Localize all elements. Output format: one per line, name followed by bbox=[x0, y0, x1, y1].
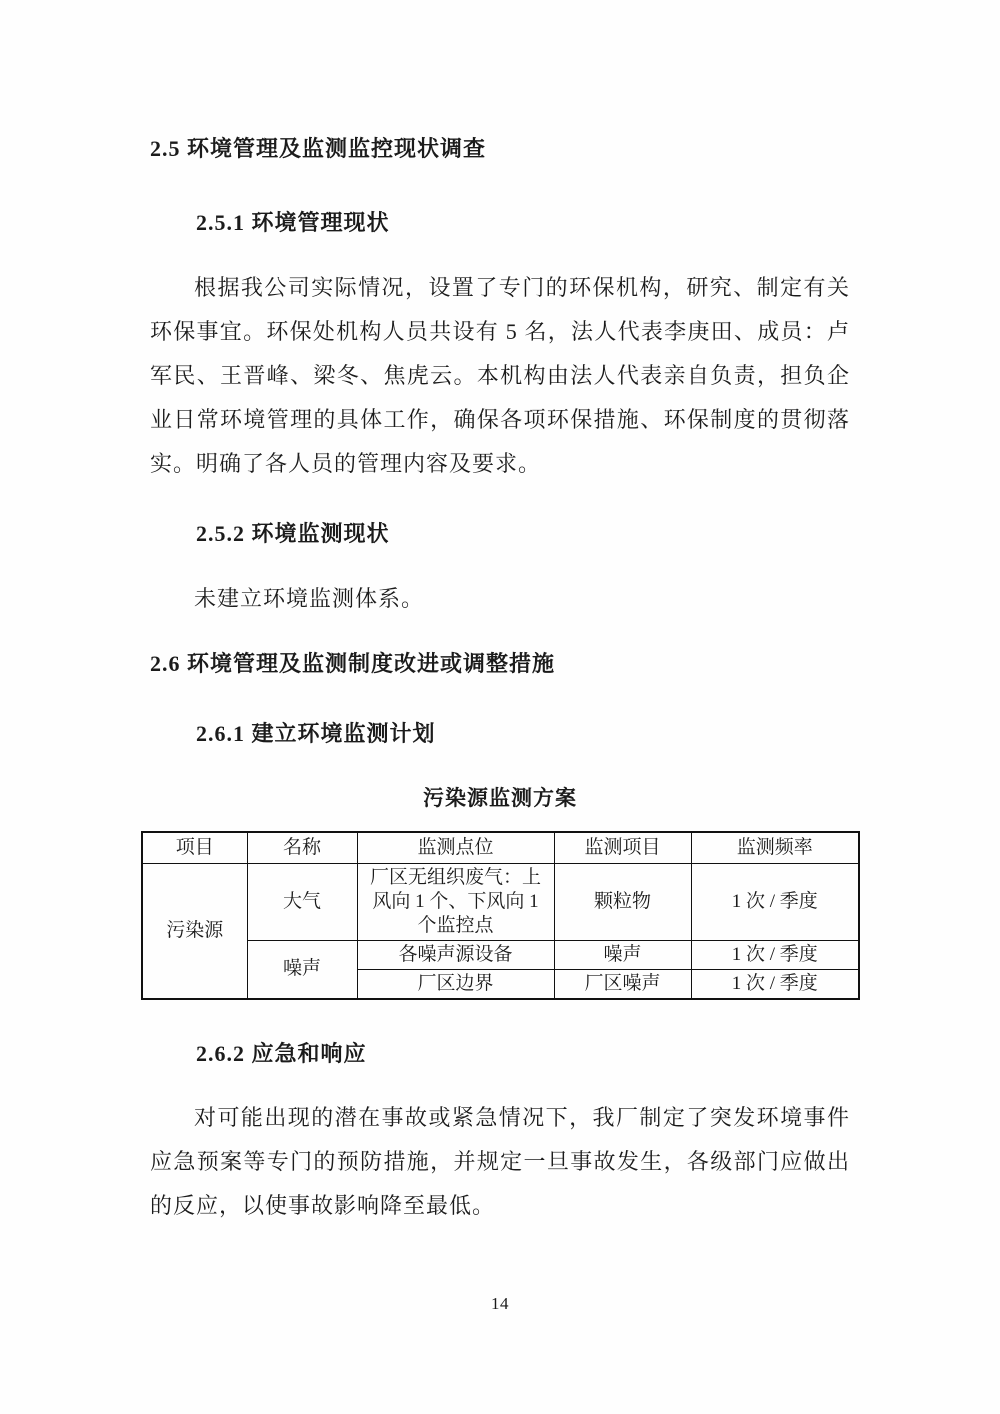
section-heading-2-6-1: 2.6.1 建立环境监测计划 bbox=[196, 721, 436, 746]
cell-frequency-boundary: 1 次 / 季度 bbox=[691, 969, 859, 999]
cell-item-particulate: 颗粒物 bbox=[554, 863, 691, 940]
section-heading-2-5: 2.5 环境管理及监测监控现状调查 bbox=[150, 136, 487, 161]
cell-project-pollution-source: 污染源 bbox=[142, 863, 247, 999]
section-heading-2-6-2: 2.6.2 应急和响应 bbox=[196, 1040, 367, 1066]
cell-item-factory-noise: 厂区噪声 bbox=[554, 969, 691, 999]
cell-name-noise: 噪声 bbox=[247, 940, 357, 999]
section-heading-2-6: 2.6 环境管理及监测制度改进或调整措施 bbox=[150, 651, 556, 676]
col-header-name: 名称 bbox=[247, 832, 357, 863]
col-header-project: 项目 bbox=[142, 832, 247, 863]
cell-frequency-noise-equipment: 1 次 / 季度 bbox=[691, 940, 859, 969]
col-header-monitoring-point: 监测点位 bbox=[357, 832, 554, 863]
section-heading-2-5-1: 2.5.1 环境管理现状 bbox=[196, 210, 390, 235]
col-header-monitoring-item: 监测项目 bbox=[554, 832, 691, 863]
paragraph-environment-management-status: 根据我公司实际情况，设置了专门的环保机构，研究、制定有关环保事宜。环保处机构人员共设有 5 名，法人代表李庚田、成员：卢军民、王晋峰、梁冬、焦虎云。本机构由法人代表亲自负责，担负企业日常环境管理的具体工作，确保各项环保措施、环保制度的贯彻落实。明确了各人员的管理内容及要求。 bbox=[150, 275, 850, 476]
table-row bbox=[142, 940, 859, 969]
table-header-row bbox=[142, 832, 859, 863]
cell-point-noise-equipment: 各噪声源设备 bbox=[357, 940, 554, 969]
page-number: 14 bbox=[491, 1294, 509, 1313]
paragraph-emergency-response: 对可能出现的潜在事故或紧急情况下，我厂制定了突发环境事件应急预案等专门的预防措施，并规定一旦事故发生，各级部门应做出的反应，以使事故影响降至最低。 bbox=[150, 1104, 850, 1218]
section-heading-2-5-2: 2.5.2 环境监测现状 bbox=[196, 521, 390, 546]
pollution-source-monitoring-table bbox=[141, 831, 860, 1000]
table-title-pollution-source-plan: 污染源监测方案 bbox=[423, 786, 577, 810]
cell-name-air: 大气 bbox=[247, 863, 357, 940]
cell-frequency-air: 1 次 / 季度 bbox=[691, 863, 859, 940]
cell-point-air: 厂区无组织废气：上风向 1 个、下风向 1 个监控点 bbox=[357, 863, 554, 940]
col-header-monitoring-frequency: 监测频率 bbox=[691, 832, 859, 863]
cell-item-noise: 噪声 bbox=[554, 940, 691, 969]
table-row bbox=[142, 863, 859, 940]
cell-point-factory-boundary: 厂区边界 bbox=[357, 969, 554, 999]
paragraph-monitoring-status: 未建立环境监测体系。 bbox=[194, 586, 425, 611]
